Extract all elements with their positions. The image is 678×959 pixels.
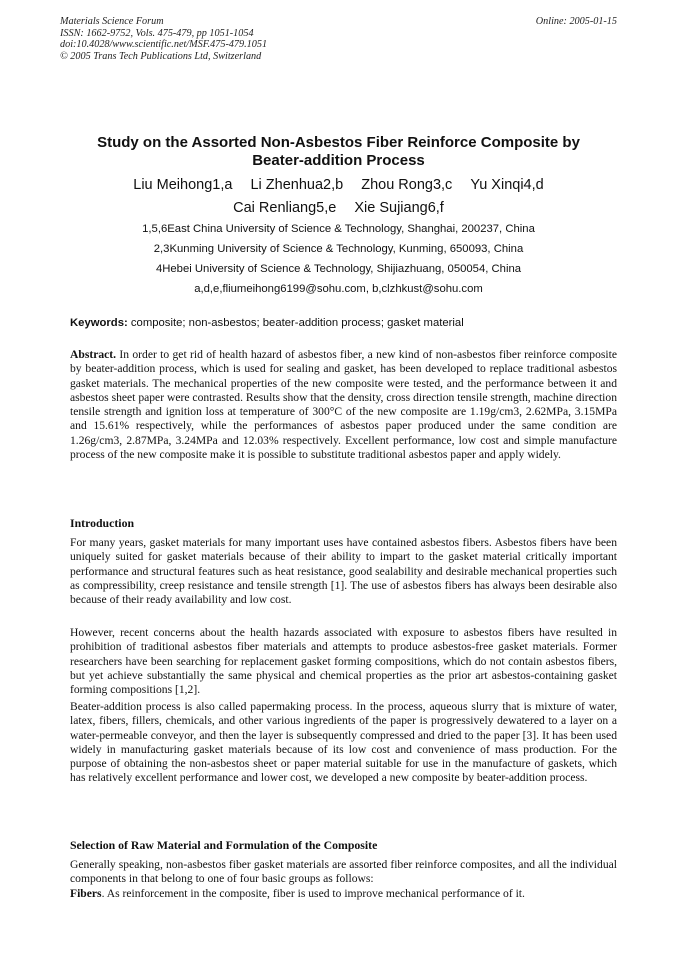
introduction-paragraph-3: Beater-addition process is also called papermaking process. In the process, aqueous slurry that is mixture of water, latex, fibers, fillers, chemicals, and other various ingredients of the paper is progressively dewatered to a layer on a water-permeable conveyor, and then the layer is subsequently compressed and dried to the paper [3]. It has been used widely in manufacturing gasket materials because of its low cost and convenience of mass production. For the purpose of obtaining the non-asbestos sheet or paper material suitable for use in the manufacture of gaskets, which has relatively excellent performance and lower cost, we developed a new composite by beater-addition process. bbox=[70, 700, 617, 785]
author-name: Zhou Rong3,c bbox=[361, 177, 453, 193]
keywords-label: Keywords: bbox=[70, 317, 128, 329]
journal-header bbox=[60, 16, 617, 62]
title-line-2: Beater-addition Process bbox=[252, 152, 425, 169]
issn-line: ISSN: 1662-9752, Vols. 475-479, pp 1051-1054 bbox=[60, 27, 254, 39]
copyright-line: © 2005 Trans Tech Publications Ltd, Switzerland bbox=[60, 50, 262, 62]
title-line-1: Study on the Assorted Non-Asbestos Fiber Reinforce Composite by bbox=[97, 134, 580, 151]
selection-heading: Selection of Raw Material and Formulation of the Composite bbox=[70, 838, 378, 852]
author-name: Yu Xinqi4,d bbox=[470, 177, 544, 193]
introduction-paragraph-2: However, recent concerns about the health hazards associated with exposure to asbestos fibers have resulted in prohibition of traditional asbestos fiber materials and attempts to produce asbestos-free gasket materials. Former researchers have been searching for replacement gasket forming compositions, which do not contain asbestos fibers, but yet achieve substantially the same physical and chemical properties as the prior art asbestos-containing gasket forming compositions [1,2]. bbox=[70, 626, 617, 697]
author-name: Li Zhenhua2,b bbox=[250, 177, 344, 193]
abstract-text: In order to get rid of health hazard of asbestos fiber, a new kind of non-asbestos fiber reinforce composite by beater-addition process, which is used for sealing and gasket, has been developed to replace traditional asbestos gasket materials. The mechanical properties of the new composite were tested, and the performance between it and asbestos sheet paper were contrasted. Results show that the density, cross direction tensile strength, machine direction tensile strength and ignition loss at temperature of 300°C of the new composite are 1.19g/cm3, 2.62MPa, 3.15MPa and 15.61% respectively, while the performances of asbestos paper produced under the same condition are 1.26g/cm3, 2.87MPa, 3.24MPa and 12.03% respectively. Excellent performance, low cost and simple manufacture process of the new composite make it is possible to substitute traditional asbestos paper and apply widely. bbox=[70, 348, 617, 462]
author-name: Cai Renliang5,e bbox=[233, 200, 337, 216]
introduction-heading: Introduction bbox=[70, 516, 135, 530]
author-list-row-1 bbox=[60, 176, 617, 194]
online-date: Online: 2005-01-15 bbox=[535, 16, 617, 27]
abstract-paragraph bbox=[70, 348, 617, 462]
paper-title bbox=[60, 134, 617, 170]
doi-line: doi:10.4028/www.scientific.net/MSF.475-479.1051 bbox=[60, 39, 268, 51]
fibers-paragraph bbox=[70, 887, 617, 901]
keywords-text: composite; non-asbestos; beater-addition process; gasket material bbox=[127, 317, 464, 329]
affiliation-1: 1,5,6East China University of Science & Technology, Shanghai, 200237, China bbox=[142, 223, 535, 235]
author-emails: a,d,e,fliumeihong6199@sohu.com, b,clzhkust@sohu.com bbox=[194, 283, 483, 295]
author-list-row-2 bbox=[60, 199, 617, 217]
journal-name: Materials Science Forum bbox=[60, 16, 164, 27]
fibers-text: . As reinforcement in the composite, fiber is used to improve mechanical performance of it. bbox=[101, 887, 525, 900]
abstract-label: Abstract. bbox=[70, 348, 117, 361]
introduction-paragraph-1: For many years, gasket materials for many important uses have contained asbestos fibers. Asbestos fibers have been uniquely suited for gasket materials because of their ability to impart to the gasket material critically important performance and structural features such as heat resistance, good sealability and desirable mechanical properties such as compressibility, creep resistance and tensile strength [1]. The use of asbestos fibers has always been desirable also because of their ready availability and low cost. bbox=[70, 536, 617, 607]
affiliation-3: 4Hebei University of Science & Technology, Shijiazhuang, 050054, China bbox=[155, 263, 522, 275]
author-name: Xie Sujiang6,f bbox=[354, 200, 444, 216]
author-name: Liu Meihong1,a bbox=[133, 177, 233, 193]
keywords-line bbox=[70, 316, 617, 330]
selection-paragraph-1: Generally speaking, non-asbestos fiber gasket materials are assorted fiber reinforce composites, and all the individual components in that belong to one of four basic groups as follows: bbox=[70, 858, 617, 886]
affiliation-2: 2,3Kunming University of Science & Technology, Kunming, 650093, China bbox=[153, 243, 524, 255]
fibers-label: Fibers bbox=[70, 887, 102, 900]
